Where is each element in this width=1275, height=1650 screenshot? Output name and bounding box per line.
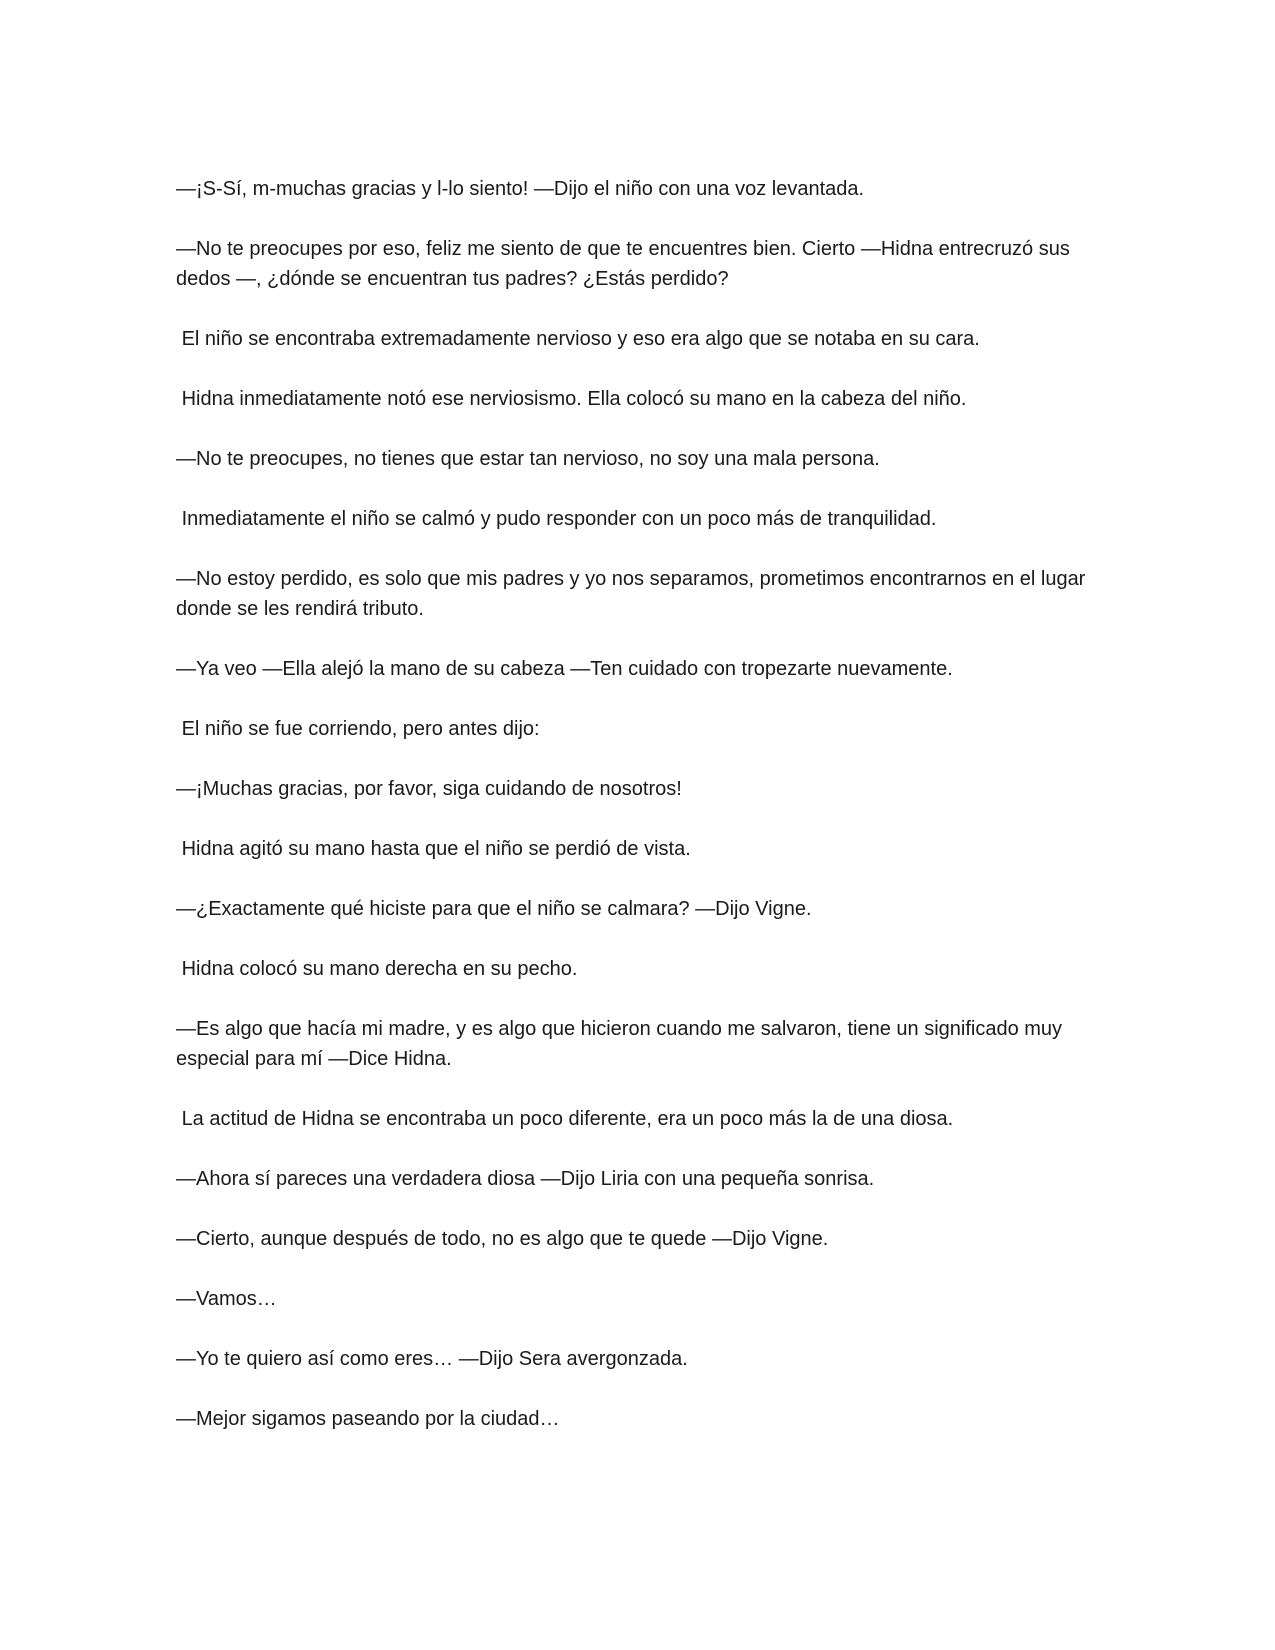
paragraph: —Mejor sigamos paseando por la ciudad… (176, 1408, 560, 1430)
paragraph: La actitud de Hidna se encontraba un poco diferente, era un poco más la de una diosa. (176, 1108, 954, 1130)
paragraph: —Ya veo —Ella alejó la mano de su cabeza —Ten cuidado con tropezarte nuevamente. (176, 658, 953, 680)
paragraph: —No te preocupes, no tienes que estar tan nervioso, no soy una mala persona. (176, 448, 880, 470)
document-body (176, 174, 1116, 1464)
paragraph: —No estoy perdido, es solo que mis padres y yo nos separamos, prometimos encontrarnos en el lugar donde se les rendirá tributo. (176, 568, 1091, 620)
paragraph: —¡Muchas gracias, por favor, siga cuidando de nosotros! (176, 778, 682, 800)
paragraph: —Ahora sí pareces una verdadera diosa —Dijo Liria con una pequeña sonrisa. (176, 1168, 875, 1190)
paragraph: —Es algo que hacía mi madre, y es algo que hicieron cuando me salvaron, tiene un significado muy especial para mí —Dice Hidna. (176, 1018, 1068, 1070)
paragraph: —Cierto, aunque después de todo, no es algo que te quede —Dijo Vigne. (176, 1228, 829, 1250)
paragraph: Hidna colocó su mano derecha en su pecho. (176, 958, 578, 980)
paragraph: —Vamos… (176, 1288, 277, 1310)
paragraph: —¡S-Sí, m-muchas gracias y l-lo siento! —Dijo el niño con una voz levantada. (176, 178, 865, 200)
paragraph: —No te preocupes por eso, feliz me siento de que te encuentres bien. Cierto —Hidna entrecruzó sus dedos —, ¿dónde se encuentran tus padres? ¿Estás perdido? (176, 238, 1076, 290)
paragraph: El niño se encontraba extremadamente nervioso y eso era algo que se notaba en su cara. (176, 328, 980, 350)
paragraph: Inmediatamente el niño se calmó y pudo responder con un poco más de tranquilidad. (176, 508, 937, 530)
paragraph: Hidna inmediatamente notó ese nerviosismo. Ella colocó su mano en la cabeza del niño. (176, 388, 967, 410)
paragraph: —Yo te quiero así como eres… —Dijo Sera avergonzada. (176, 1348, 688, 1370)
paragraph: Hidna agitó su mano hasta que el niño se perdió de vista. (176, 838, 691, 860)
paragraph: —¿Exactamente qué hiciste para que el niño se calmara? —Dijo Vigne. (176, 898, 812, 920)
paragraph: El niño se fue corriendo, pero antes dijo: (176, 718, 540, 740)
